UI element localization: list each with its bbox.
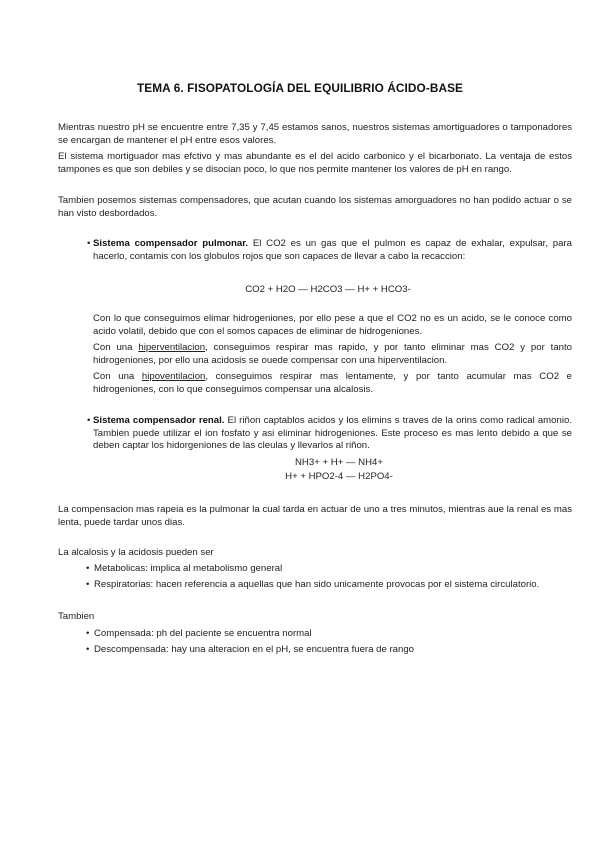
hyperventilation-text: , conseguimos respirar mas rapido, y por tanto eliminar mas CO2 y por tanto hidrogeniones, por ello una acidosis se ouede compensar con una hiperventilacion.: [93, 342, 572, 366]
pulmonar-intro-text: El CO2 es un gas que el pulmon es capaz de exhalar, expulsar, para hacerlo, contamis con los globulos rojos que son capaces de llevar a cabo la recaccion:: [93, 238, 572, 262]
alkalosis-acidosis-intro: La alcalosis y la acidosis pueden ser: [58, 547, 214, 558]
pulmonar-paragraph-hypoventilation: [93, 371, 572, 396]
bullet-marker: •: [86, 644, 90, 655]
tambien-intro: Tambien: [58, 611, 95, 622]
bullet-marker: •: [86, 563, 90, 574]
pulmonar-paragraph-hyperventilation: [93, 342, 572, 367]
hyperventilation-prefix: Con una: [93, 342, 139, 353]
list-item-compensated: Compensada: ph del paciente se encuentra normal: [94, 628, 312, 639]
renal-intro-text: El riñon captablos acidos y los elimins s traves de la orins como radical amonio. Tambien puede utilizar el ion fosfato y asi eliminar hidrogeniones. Este proceso es mas lento debido a que se deben captar los hidorgeniones de las cleulas y llevarlos al riñon.: [93, 415, 572, 452]
pulmonar-section-intro: [93, 238, 572, 263]
bullet-marker: •: [86, 579, 90, 590]
intro-paragraph-ph-range: Mientras nuestro pH se encuentre entre 7,35 y 7,45 estamos sanos, nuestros sistemas amortiguadores o tamponadores se encargan de mantener el pH entre esos valores.: [58, 122, 572, 146]
list-item-decompensated: Descompensada: hay una alteracion en el pH, se encuentra fuera de rango: [94, 644, 414, 655]
renal-heading: Sistema compensador renal.: [93, 415, 225, 426]
bullet-marker: •: [86, 628, 90, 639]
bullet-marker: •: [87, 238, 91, 249]
compensation-speed-paragraph: La compensacion mas rapeia es la pulmonar la cual tarda en actuar de uno a tres minutos, mientras aue la renal es mas lenta, puede tardar unos dias.: [58, 504, 572, 528]
renal-section-intro: [93, 415, 572, 453]
intro-paragraph-compensators: Tambien posemos sistemas compensadores, que acutan cuando los sistemas amorguadores no han podido actuar o se han visto desbordados.: [58, 195, 572, 219]
pulmonar-equation: CO2 + H2O — H2CO3 — H+ + HCO3-: [245, 284, 411, 295]
page-title: TEMA 6. FISOPATOLOGÍA DEL EQUILIBRIO ÁCIDO-BASE: [136, 81, 464, 95]
renal-equation-phosphate: H+ + HPO2-4 — H2PO4-: [285, 471, 393, 482]
renal-equation-ammonium: NH3+ + H+ — NH4+: [295, 457, 383, 468]
hypoventilation-text: , conseguimos respirar mas lentamente, y por tanto acumular mas CO2 e hidrogeniones, con lo que conseguimos compensar una alcalosis.: [93, 371, 573, 395]
list-item-metabolic: Metabolicas: implica al metabolismo general: [94, 563, 283, 574]
pulmonar-paragraph-volatile-acid: Con lo que conseguimos elimar hidrogeniones, por ello pese a que el CO2 no es un acido, se le conoce como acido volatil, debido que con el somos capaces de eliminar de hidrogeniones.: [93, 313, 572, 337]
list-item-respiratory: Respiratorias: hacen referencia a aquellas que han sido unicamente provocas por el sistema circulatorio.: [94, 579, 540, 590]
pulmonar-heading: Sistema compensador pulmonar.: [93, 238, 249, 249]
hyperventilation-term: hiperventilacion: [138, 342, 206, 353]
hypoventilation-prefix: Con una: [93, 371, 142, 382]
hypoventilation-term: hipoventilacion: [141, 371, 206, 382]
intro-paragraph-buffer-system: El sistema mortiguador mas efctivo y mas abundante es el del acido carbonico y el bicarbonato. La ventaja de estos tampones es que son debiles y se disocian poco, lo que nos permite mantener los valores de pH en rango.: [58, 151, 572, 175]
bullet-marker: •: [87, 415, 91, 426]
